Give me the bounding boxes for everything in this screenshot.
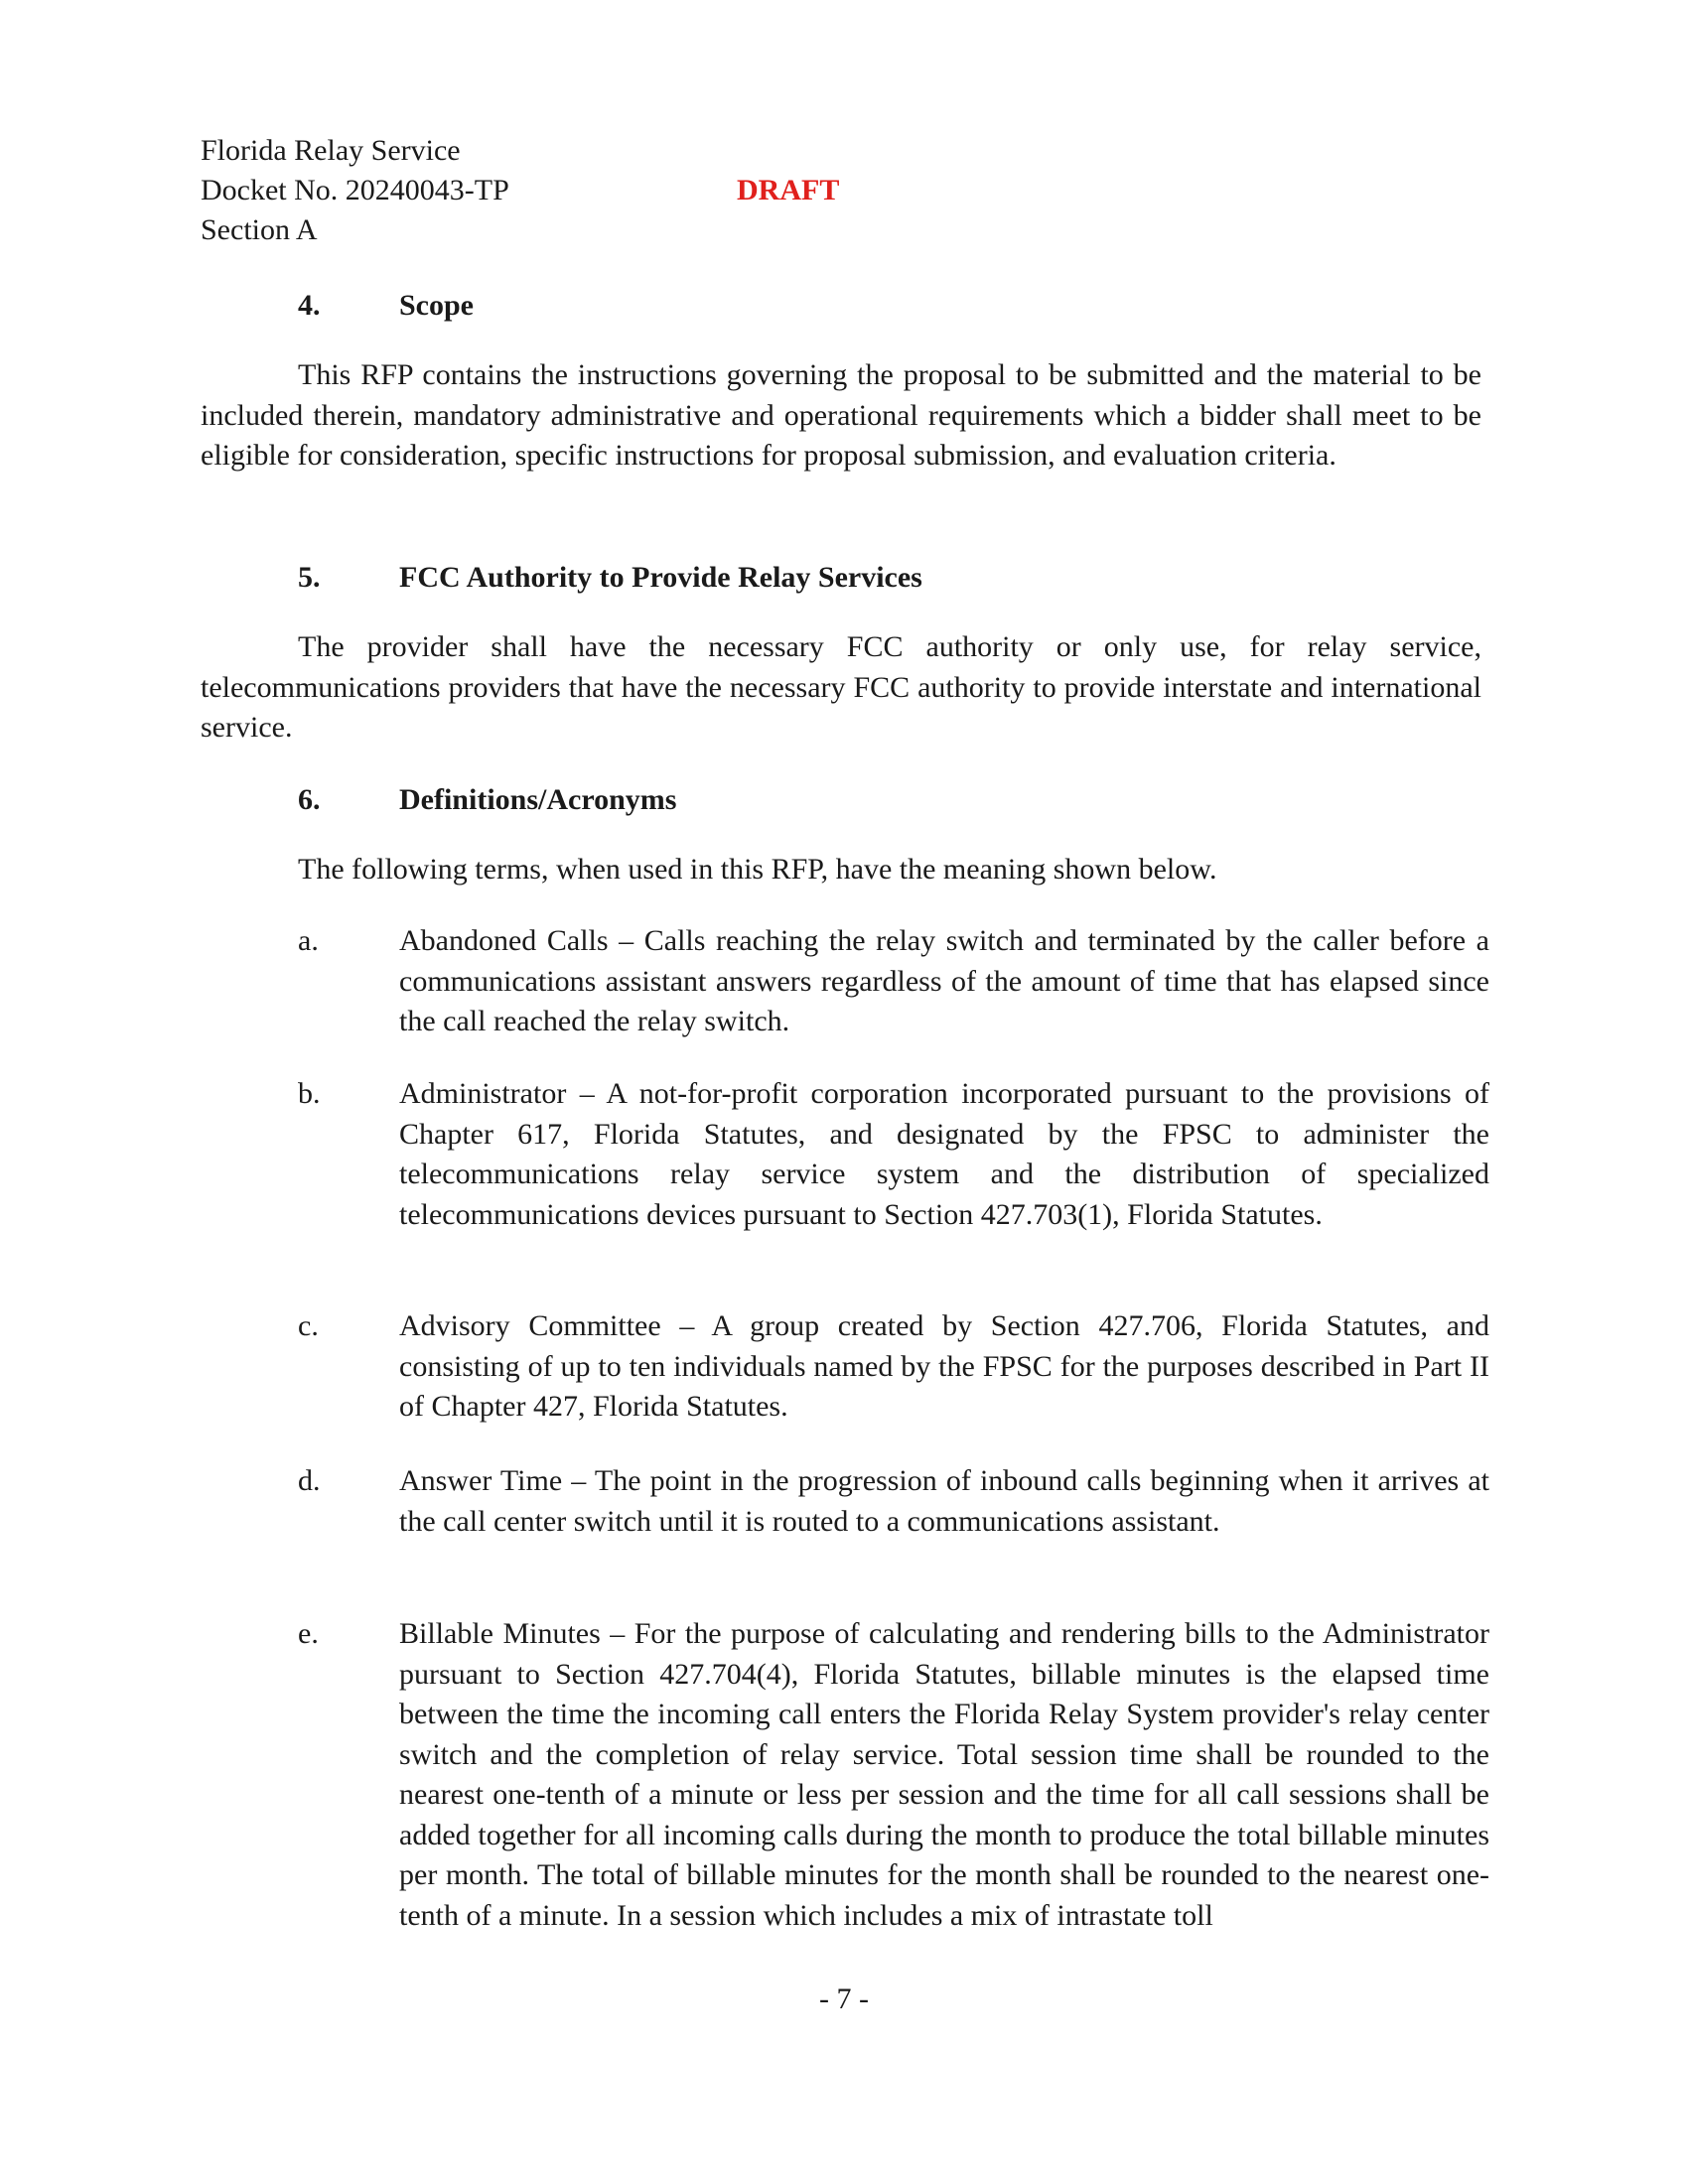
definition-letter: c.: [298, 1309, 319, 1342]
section-number: 4.: [298, 289, 321, 322]
section-number: 6.: [298, 783, 321, 816]
section-title: Definitions/Acronyms: [399, 783, 677, 816]
section-heading-scope: [298, 286, 474, 326]
definition-letter: e.: [298, 1617, 319, 1650]
section-title: Scope: [399, 289, 474, 322]
definitions-intro: The following terms, when used in this RFP, have the meaning shown below.: [298, 853, 1217, 886]
definition-letter: b.: [298, 1077, 321, 1110]
definition-text: Abandoned Calls – Calls reaching the relay switch and terminated by the caller before a communications assistant answers regardless of the amount of time that has elapsed since the call reached the relay switch.: [399, 924, 1489, 1037]
definition-text: Administrator – A not-for-profit corporation incorporated pursuant to the provisions of Chapter 617, Florida Statutes, and designated by the FPSC to administer the telecommunications relay service system and the distribution of specialized telecommunications devices pursuant to Section 427.703(1), Florida Statutes.: [399, 1077, 1489, 1231]
header-docket-number: Docket No. 20240043-TP: [201, 174, 509, 206]
header-section: Section A: [201, 213, 318, 246]
document-header: [201, 131, 509, 250]
fcc-authority-paragraph: The provider shall have the necessary FCC authority or only use, for relay service, telecommunications providers that have the necessary FCC authority to provide interstate and international service.: [201, 630, 1481, 744]
section-number: 5.: [298, 561, 321, 594]
section-heading-definitions: [298, 780, 676, 820]
page-number: - 7 -: [819, 1982, 869, 2015]
header-service-name: Florida Relay Service: [201, 134, 461, 167]
definition-text: Advisory Committee – A group created by Section 427.706, Florida Statutes, and consisting of up to ten individuals named by the FPSC for the purposes described in Part II of Chapter 427, Florida Statutes.: [399, 1309, 1489, 1423]
definition-letter: d.: [298, 1464, 321, 1497]
definition-text: Billable Minutes – For the purpose of calculating and rendering bills to the Administrator pursuant to Section 427.704(4), Florida Statutes, billable minutes is the elapsed time between the time the incoming call enters the Florida Relay System provider's relay center switch and the completion of relay service. Total session time shall be rounded to the nearest one-tenth of a minute or less per session and the time for all call sessions shall be added together for all incoming calls during the month to produce the total billable minutes per month. The total of billable minutes for the month shall be rounded to the nearest one-tenth of a minute. In a session which includes a mix of intrastate toll: [399, 1617, 1489, 1932]
definition-letter: a.: [298, 924, 319, 957]
scope-paragraph: This RFP contains the instructions governing the proposal to be submitted and the material to be included therein, mandatory administrative and operational requirements which a bidder shall meet to be eligible for consideration, specific instructions for proposal submission, and evaluation criteria.: [201, 358, 1481, 472]
definition-text: Answer Time – The point in the progression of inbound calls beginning when it arrives at the call center switch until it is routed to a communications assistant.: [399, 1464, 1489, 1538]
section-title: FCC Authority to Provide Relay Services: [399, 561, 922, 594]
draft-label: DRAFT: [737, 174, 840, 206]
section-heading-fcc-authority: [298, 558, 922, 598]
